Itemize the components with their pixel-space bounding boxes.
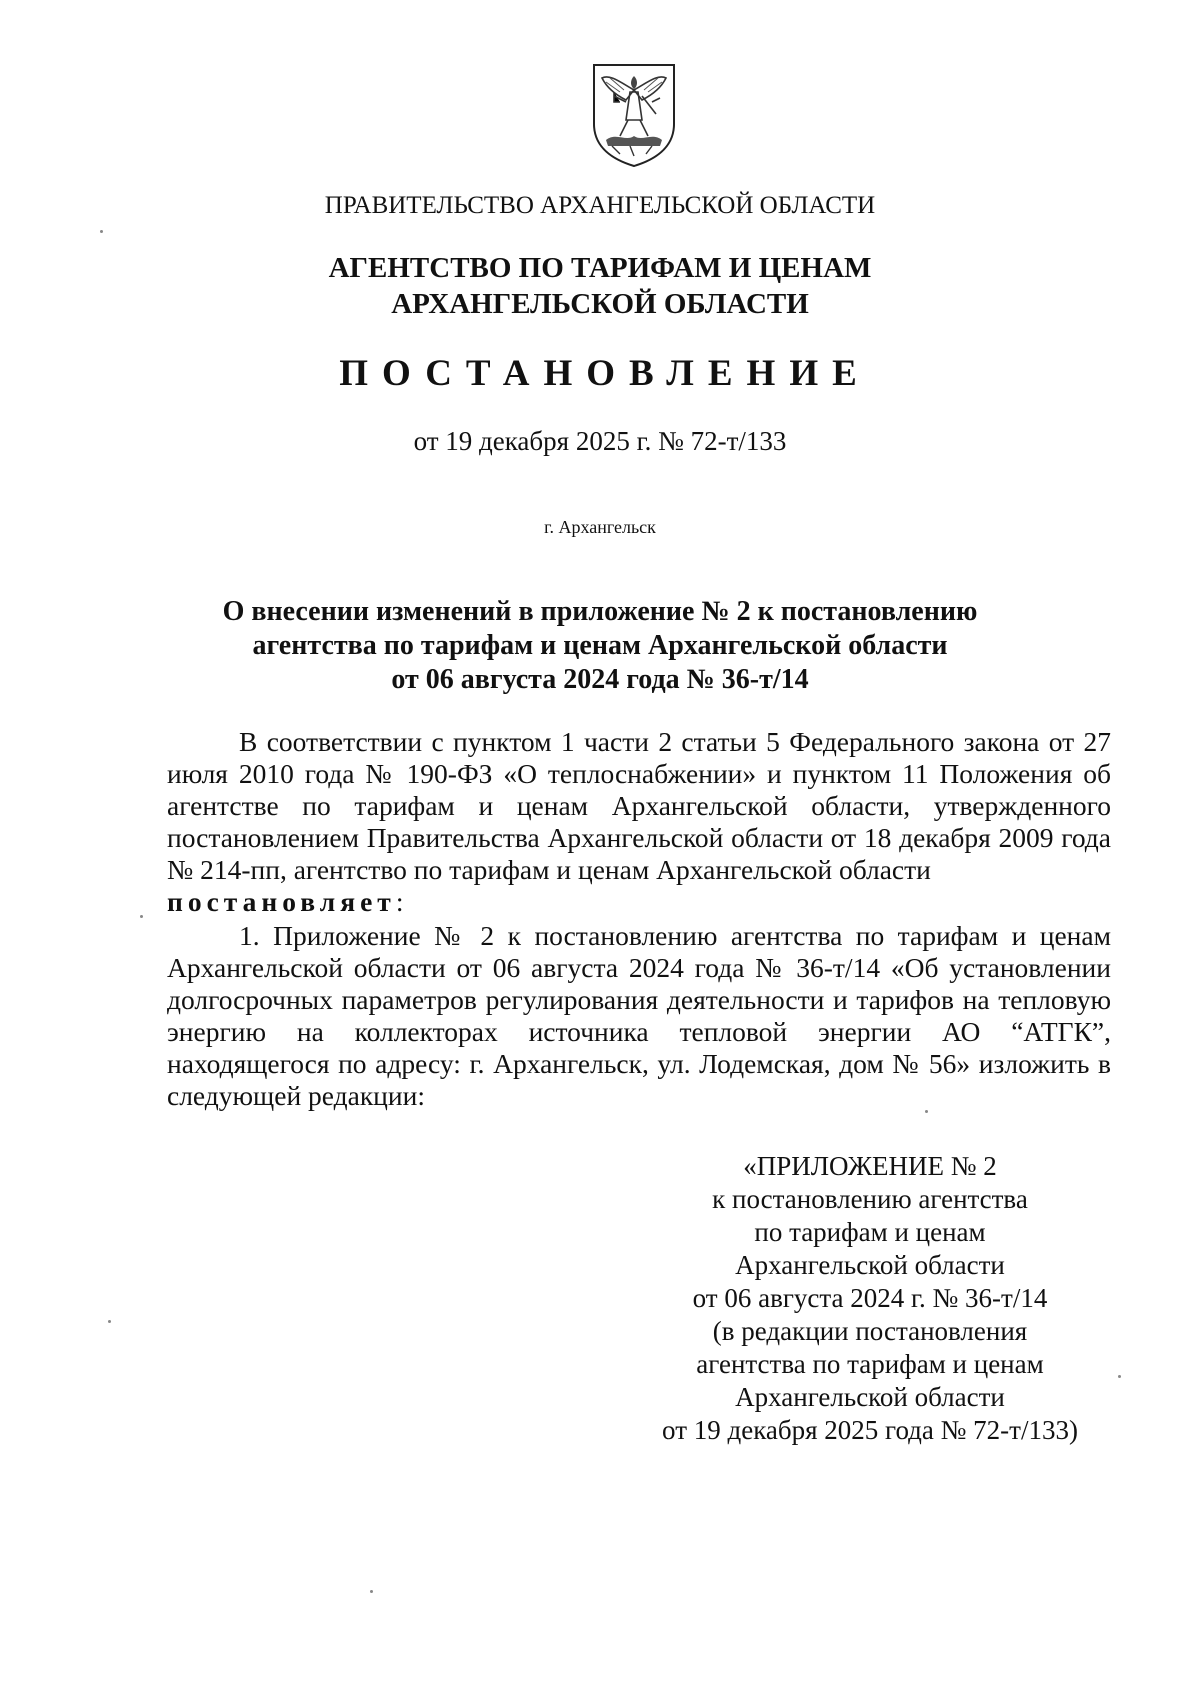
resolves-word: постановляет: [167, 886, 396, 917]
appendix-heading: [630, 1150, 1110, 1447]
government-name: ПРАВИТЕЛЬСТВО АРХАНГЕЛЬСКОЙ ОБЛАСТИ: [324, 192, 876, 219]
scan-speck: [370, 1590, 373, 1593]
preamble-paragraph: [167, 726, 1111, 918]
subject-line3: от 06 августа 2024 года № 36-т/14: [391, 664, 809, 695]
appendix-line-8: Архангельской области: [735, 1382, 1005, 1412]
document-date-number: от 19 декабря 2025 г. № 72-т/133: [413, 426, 787, 456]
subject-line2: агентства по тарифам и ценам Архангельской области: [252, 630, 948, 661]
appendix-line-3: по тарифам и ценам: [754, 1217, 986, 1247]
document-subject: [0, 595, 1200, 697]
scan-speck: [925, 1110, 928, 1113]
agency-name: [0, 250, 1200, 322]
appendix-line-1: «ПРИЛОЖЕНИЕ № 2: [743, 1151, 997, 1181]
appendix-line-4: Архангельской области: [735, 1250, 1005, 1280]
coat-of-arms-icon: [590, 62, 678, 168]
appendix-line-5: от 06 августа 2024 г. № 36-т/14: [692, 1283, 1048, 1313]
clause-1-paragraph: [167, 920, 1111, 1112]
appendix-line-2: к постановлению агентства: [712, 1184, 1028, 1214]
resolves-colon: :: [395, 886, 404, 917]
appendix-line-7: агентства по тарифам и ценам: [696, 1349, 1044, 1379]
document-type: ПОСТАНОВЛЕНИЕ: [339, 353, 871, 394]
appendix-line-9: от 19 декабря 2025 года № 72-т/133): [662, 1415, 1078, 1445]
agency-name-line1: АГЕНТСТВО ПО ТАРИФАМ И ЦЕНАМ: [328, 252, 872, 284]
scan-speck: [100, 230, 103, 233]
subject-line1: О внесении изменений в приложение № 2 к постановлению: [222, 596, 978, 627]
preamble-text: В соответствии с пунктом 1 части 2 статьи 5 Федерального закона от 27 июля 2010 года № 190-ФЗ «О теплоснабжении» и пунктом 11 Положения об агентстве по тарифам и ценам Архангельской области, утвержденного постановлением Правительства Архангельской области от 18 декабря 2009 года № 214-пп, агентство по тарифам и ценам Архангельской области: [167, 726, 1111, 885]
scan-speck: [108, 1320, 111, 1323]
clause-1-text: 1. Приложение № 2 к постановлению агентства по тарифам и ценам Архангельской области от 06 августа 2024 года № 36-т/14 «Об установлении долгосрочных параметров регулирования деятельности и тарифов на тепловую энергию на коллекторах источника тепловой энергии АО “АТГК”, находящегося по адресу: г. Архангельск, ул. Лодемская, дом № 56» изложить в следующей редакции:: [167, 920, 1111, 1111]
appendix-line-6: (в редакции постановления: [712, 1316, 1028, 1346]
scan-speck: [140, 915, 143, 918]
document-city: г. Архангельск: [544, 517, 656, 537]
agency-name-line2: АРХАНГЕЛЬСКОЙ ОБЛАСТИ: [391, 288, 809, 320]
scan-speck: [1118, 1375, 1121, 1378]
